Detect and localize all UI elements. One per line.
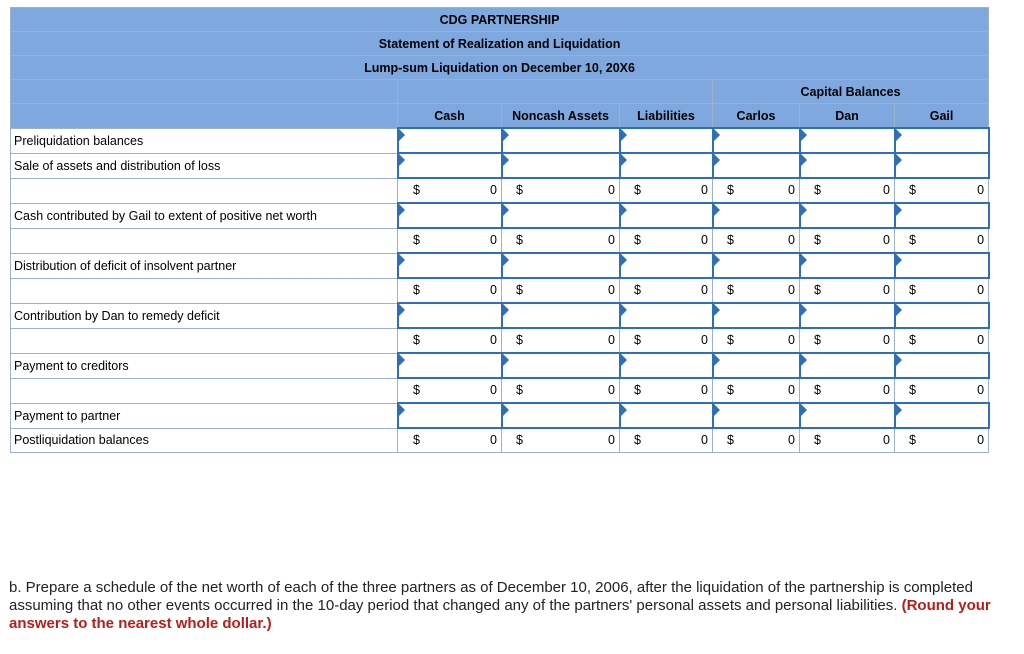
dropdown-marker-icon [801,204,807,216]
dropdown-marker-icon [503,354,509,366]
row-label [11,378,398,403]
currency-symbol: $ [727,383,734,397]
currency-symbol: $ [909,233,916,247]
currency-symbol: $ [634,283,641,297]
total-cell-cash [398,278,502,303]
header-blank [11,80,398,104]
total-value: 0 [701,333,708,347]
dropdown-marker-icon [896,404,902,416]
total-value: 0 [883,183,890,197]
total-value: 0 [883,433,890,447]
total-cell-cash [398,228,502,253]
total-value: 0 [701,283,708,297]
total-cell-noncash-assets [502,178,620,203]
total-cell-dan [800,328,895,353]
currency-symbol: $ [516,333,523,347]
input-cell-dan[interactable] [800,253,895,278]
row-label [11,328,398,353]
total-cell-noncash-assets [502,428,620,453]
total-cell-carlos [713,428,800,453]
total-value: 0 [701,433,708,447]
total-cell-gail [895,378,989,403]
input-cell-carlos[interactable] [713,128,800,153]
dropdown-marker-icon [621,404,627,416]
dropdown-marker-icon [621,254,627,266]
currency-symbol: $ [727,183,734,197]
dropdown-marker-icon [714,304,720,316]
input-cell-gail[interactable] [895,303,989,328]
total-value: 0 [701,183,708,197]
row-label: Contribution by Dan to remedy deficit [11,303,398,328]
dropdown-marker-icon [399,404,405,416]
total-value: 0 [490,233,497,247]
total-value: 0 [608,433,615,447]
input-cell-noncash-assets[interactable] [502,203,620,228]
row-label [11,178,398,203]
currency-symbol: $ [814,183,821,197]
row-label: Preliquidation balances [11,128,398,153]
input-cell-carlos[interactable] [713,153,800,178]
currency-symbol: $ [516,233,523,247]
currency-symbol: $ [727,433,734,447]
dropdown-marker-icon [801,354,807,366]
currency-symbol: $ [413,183,420,197]
row-label: Sale of assets and distribution of loss [11,153,398,178]
dropdown-marker-icon [503,129,509,141]
currency-symbol: $ [814,383,821,397]
dropdown-marker-icon [801,404,807,416]
total-cell-noncash-assets [502,328,620,353]
currency-symbol: $ [634,183,641,197]
input-cell-liabilities[interactable] [620,403,713,428]
total-cell-cash [398,378,502,403]
input-cell-gail[interactable] [895,128,989,153]
total-row [11,428,989,453]
total-cell-carlos [713,278,800,303]
total-cell-gail [895,228,989,253]
dropdown-marker-icon [399,154,405,166]
dropdown-marker-icon [714,354,720,366]
dropdown-marker-icon [801,129,807,141]
total-cell-liabilities [620,278,713,303]
total-value: 0 [490,433,497,447]
total-cell-gail [895,278,989,303]
capital-balances-header: Capital Balances [713,80,989,104]
total-value: 0 [977,183,985,197]
input-cell-carlos[interactable] [713,203,800,228]
input-cell-noncash-assets[interactable] [502,253,620,278]
row-label [11,278,398,303]
total-cell-noncash-assets [502,278,620,303]
dropdown-marker-icon [399,254,405,266]
input-cell-noncash-assets[interactable] [502,353,620,378]
row-label [11,228,398,253]
total-cell-dan [800,278,895,303]
total-cell-cash [398,178,502,203]
total-cell-dan [800,178,895,203]
dropdown-marker-icon [896,254,902,266]
total-cell-cash [398,428,502,453]
total-cell-dan [800,228,895,253]
input-cell-cash[interactable] [398,403,502,428]
total-row [11,178,989,203]
total-value: 0 [608,183,615,197]
entry-row [11,403,989,428]
currency-symbol: $ [909,333,916,347]
total-value: 0 [490,333,497,347]
total-value: 0 [788,433,795,447]
total-value: 0 [701,383,708,397]
dropdown-marker-icon [503,204,509,216]
statement-title: Statement of Realization and Liquidation [11,32,989,56]
total-value: 0 [788,333,795,347]
total-row [11,378,989,403]
currency-symbol: $ [634,383,641,397]
dropdown-marker-icon [399,129,405,141]
input-cell-cash[interactable] [398,153,502,178]
input-cell-liabilities[interactable] [620,303,713,328]
input-cell-dan[interactable] [800,128,895,153]
total-cell-carlos [713,228,800,253]
entry-row [11,253,989,278]
dropdown-marker-icon [714,204,720,216]
currency-symbol: $ [814,333,821,347]
currency-symbol: $ [727,333,734,347]
total-value: 0 [788,183,795,197]
input-cell-carlos[interactable] [713,303,800,328]
input-cell-gail[interactable] [895,253,989,278]
currency-symbol: $ [727,233,734,247]
total-cell-gail [895,428,989,453]
row-label: Cash contributed by Gail to extent of positive net worth [11,203,398,228]
total-cell-liabilities [620,228,713,253]
currency-symbol: $ [516,433,523,447]
total-value: 0 [608,233,615,247]
dropdown-marker-icon [621,204,627,216]
currency-symbol: $ [413,233,420,247]
total-cell-liabilities [620,428,713,453]
dropdown-marker-icon [621,154,627,166]
input-cell-dan[interactable] [800,403,895,428]
input-cell-cash[interactable] [398,353,502,378]
currency-symbol: $ [909,283,916,297]
total-value: 0 [977,333,985,347]
instruction-note [9,579,1009,633]
dropdown-marker-icon [896,129,902,141]
total-value: 0 [490,383,497,397]
entry-row [11,153,989,178]
total-cell-cash [398,328,502,353]
total-value: 0 [977,433,985,447]
input-cell-noncash-assets[interactable] [502,403,620,428]
total-cell-dan [800,428,895,453]
total-value: 0 [490,283,497,297]
column-header-cash: Cash [398,104,502,129]
currency-symbol: $ [727,283,734,297]
input-cell-liabilities[interactable] [620,153,713,178]
dropdown-marker-icon [621,354,627,366]
row-label: Distribution of deficit of insolvent partner [11,253,398,278]
total-value: 0 [977,283,985,297]
input-cell-noncash-assets[interactable] [502,153,620,178]
input-cell-cash[interactable] [398,253,502,278]
input-cell-gail[interactable] [895,203,989,228]
total-cell-liabilities [620,328,713,353]
total-row [11,228,989,253]
input-cell-dan[interactable] [800,353,895,378]
input-cell-cash[interactable] [398,203,502,228]
total-cell-gail [895,328,989,353]
currency-symbol: $ [516,183,523,197]
input-cell-dan[interactable] [800,203,895,228]
input-cell-gail[interactable] [895,403,989,428]
currency-symbol: $ [516,283,523,297]
currency-symbol: $ [909,183,916,197]
input-cell-gail[interactable] [895,353,989,378]
dropdown-marker-icon [503,404,509,416]
input-cell-liabilities[interactable] [620,128,713,153]
total-cell-noncash-assets [502,228,620,253]
currency-symbol: $ [814,433,821,447]
total-cell-liabilities [620,178,713,203]
total-value: 0 [977,233,985,247]
input-cell-carlos[interactable] [713,353,800,378]
total-value: 0 [977,383,985,397]
input-cell-carlos[interactable] [713,403,800,428]
dropdown-marker-icon [801,154,807,166]
company-name: CDG PARTNERSHIP [11,8,989,32]
total-value: 0 [608,383,615,397]
dropdown-marker-icon [801,304,807,316]
input-cell-carlos[interactable] [713,253,800,278]
currency-symbol: $ [814,233,821,247]
total-cell-noncash-assets [502,378,620,403]
statement-subtitle: Lump-sum Liquidation on December 10, 20X6 [11,56,989,80]
input-cell-noncash-assets[interactable] [502,128,620,153]
total-row [11,328,989,353]
total-value: 0 [788,383,795,397]
currency-symbol: $ [634,433,641,447]
input-cell-dan[interactable] [800,153,895,178]
input-cell-gail[interactable] [895,153,989,178]
column-header-gail: Gail [895,104,989,129]
currency-symbol: $ [814,283,821,297]
liquidation-statement-table [10,7,990,453]
currency-symbol: $ [909,433,916,447]
total-cell-carlos [713,328,800,353]
total-value: 0 [883,383,890,397]
dropdown-marker-icon [503,304,509,316]
dropdown-marker-icon [399,354,405,366]
dropdown-marker-icon [399,204,405,216]
currency-symbol: $ [634,333,641,347]
rounding-instruction: (Round your answers to the nearest whole dollar.) [9,597,991,632]
total-value: 0 [608,283,615,297]
input-cell-liabilities[interactable] [620,353,713,378]
currency-symbol: $ [634,233,641,247]
total-cell-gail [895,178,989,203]
dropdown-marker-icon [896,304,902,316]
input-cell-cash[interactable] [398,128,502,153]
column-header-blank [11,104,398,129]
total-row [11,278,989,303]
total-cell-carlos [713,178,800,203]
total-value: 0 [883,333,890,347]
input-cell-cash[interactable] [398,303,502,328]
row-label: Postliquidation balances [11,428,398,453]
currency-symbol: $ [413,283,420,297]
row-label: Payment to partner [11,403,398,428]
dropdown-marker-icon [621,129,627,141]
dropdown-marker-icon [896,354,902,366]
currency-symbol: $ [909,383,916,397]
total-cell-liabilities [620,378,713,403]
input-cell-liabilities[interactable] [620,203,713,228]
dropdown-marker-icon [714,129,720,141]
entry-row [11,128,989,153]
column-header-liabilities: Liabilities [620,104,713,129]
dropdown-marker-icon [896,204,902,216]
dropdown-marker-icon [503,154,509,166]
dropdown-marker-icon [503,254,509,266]
dropdown-marker-icon [714,254,720,266]
total-value: 0 [883,283,890,297]
header-blank-assets [398,80,713,104]
column-header-noncash-assets: Noncash Assets [502,104,620,129]
total-value: 0 [788,233,795,247]
dropdown-marker-icon [714,404,720,416]
dropdown-marker-icon [801,254,807,266]
instruction-text: b. Prepare a schedule of the net worth of each of the three partners as of December 10, 2006, after the liquidation of the partnership is completed assuming that no other events occurred in the 10-day period that changed any of the partners' personal assets and personal liabilities. [9,579,973,614]
entry-row [11,303,989,328]
dropdown-marker-icon [714,154,720,166]
entry-row [11,203,989,228]
total-value: 0 [788,283,795,297]
input-cell-dan[interactable] [800,303,895,328]
currency-symbol: $ [516,383,523,397]
currency-symbol: $ [413,333,420,347]
total-value: 0 [883,233,890,247]
dropdown-marker-icon [399,304,405,316]
currency-symbol: $ [413,383,420,397]
total-value: 0 [490,183,497,197]
total-cell-carlos [713,378,800,403]
dropdown-marker-icon [896,154,902,166]
column-header-carlos: Carlos [713,104,800,129]
total-cell-dan [800,378,895,403]
total-value: 0 [608,333,615,347]
row-label: Payment to creditors [11,353,398,378]
column-header-dan: Dan [800,104,895,129]
entry-row [11,353,989,378]
dropdown-marker-icon [621,304,627,316]
input-cell-liabilities[interactable] [620,253,713,278]
input-cell-noncash-assets[interactable] [502,303,620,328]
currency-symbol: $ [413,433,420,447]
total-value: 0 [701,233,708,247]
